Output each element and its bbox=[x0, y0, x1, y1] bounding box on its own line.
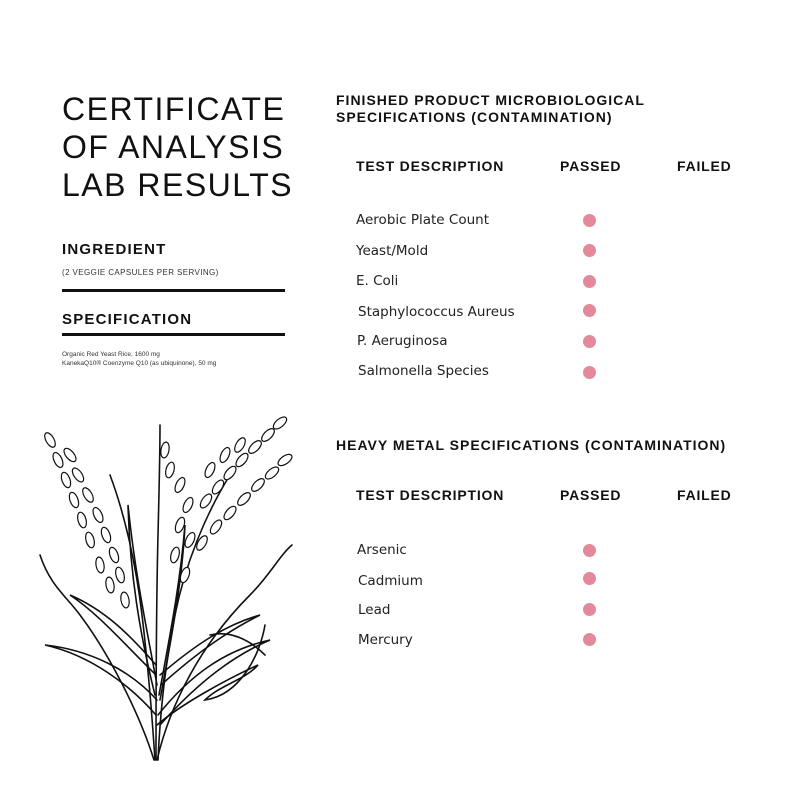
test-row-label: Lead bbox=[358, 602, 391, 618]
column-header-test-description: TEST DESCRIPTION bbox=[356, 487, 505, 503]
serving-size-note: (2 VEGGIE CAPSULES PER SERVING) bbox=[62, 268, 219, 277]
passed-indicator bbox=[583, 544, 596, 557]
specification-list bbox=[62, 350, 216, 368]
specification-heading: SPECIFICATION bbox=[62, 311, 193, 328]
section-title-line: FINISHED PRODUCT MICROBIOLOGICAL bbox=[336, 92, 645, 108]
passed-indicator bbox=[583, 572, 596, 585]
section-title-line: SPECIFICATIONS (CONTAMINATION) bbox=[336, 109, 613, 125]
test-row-label: Arsenic bbox=[357, 542, 407, 558]
test-row-label: Salmonella Species bbox=[358, 363, 489, 379]
divider bbox=[62, 289, 285, 292]
specification-line: Organic Red Yeast Rice, 1600 mg bbox=[62, 351, 160, 358]
title-line-1: CERTIFICATE bbox=[62, 91, 286, 127]
passed-indicator bbox=[583, 633, 596, 646]
passed-indicator bbox=[583, 335, 596, 348]
column-header-test-description: TEST DESCRIPTION bbox=[356, 158, 505, 174]
test-row-label: Staphylococcus Aureus bbox=[358, 304, 515, 320]
passed-indicator bbox=[583, 214, 596, 227]
divider bbox=[62, 333, 285, 336]
column-header-failed: FAILED bbox=[677, 487, 732, 503]
test-row-label: Cadmium bbox=[358, 573, 423, 589]
test-row-label: E. Coli bbox=[356, 273, 399, 289]
test-row-label: Mercury bbox=[358, 632, 413, 648]
column-header-passed: PASSED bbox=[560, 158, 622, 174]
title-line-3: LAB RESULTS bbox=[62, 167, 294, 203]
rice-plant-illustration bbox=[30, 415, 300, 765]
column-header-passed: PASSED bbox=[560, 487, 622, 503]
passed-indicator bbox=[583, 275, 596, 288]
test-row-label: Yeast/Mold bbox=[356, 243, 429, 259]
passed-indicator bbox=[583, 304, 596, 317]
passed-indicator bbox=[583, 366, 596, 379]
specification-line: KanekaQ10® Coenzyme Q10 (as ubiquinone), 50 mg bbox=[62, 360, 217, 367]
passed-indicator bbox=[583, 603, 596, 616]
ingredient-heading: INGREDIENT bbox=[62, 241, 167, 258]
document-title bbox=[62, 90, 293, 204]
microbiological-section-title bbox=[336, 92, 645, 126]
column-header-failed: FAILED bbox=[677, 158, 732, 174]
test-row-label: Aerobic Plate Count bbox=[356, 212, 489, 228]
heavy-metal-section-title: HEAVY METAL SPECIFICATIONS (CONTAMINATION) bbox=[336, 437, 727, 453]
passed-indicator bbox=[583, 244, 596, 257]
title-line-2: OF ANALYSIS bbox=[62, 129, 285, 165]
test-row-label: P. Aeruginosa bbox=[357, 333, 448, 349]
